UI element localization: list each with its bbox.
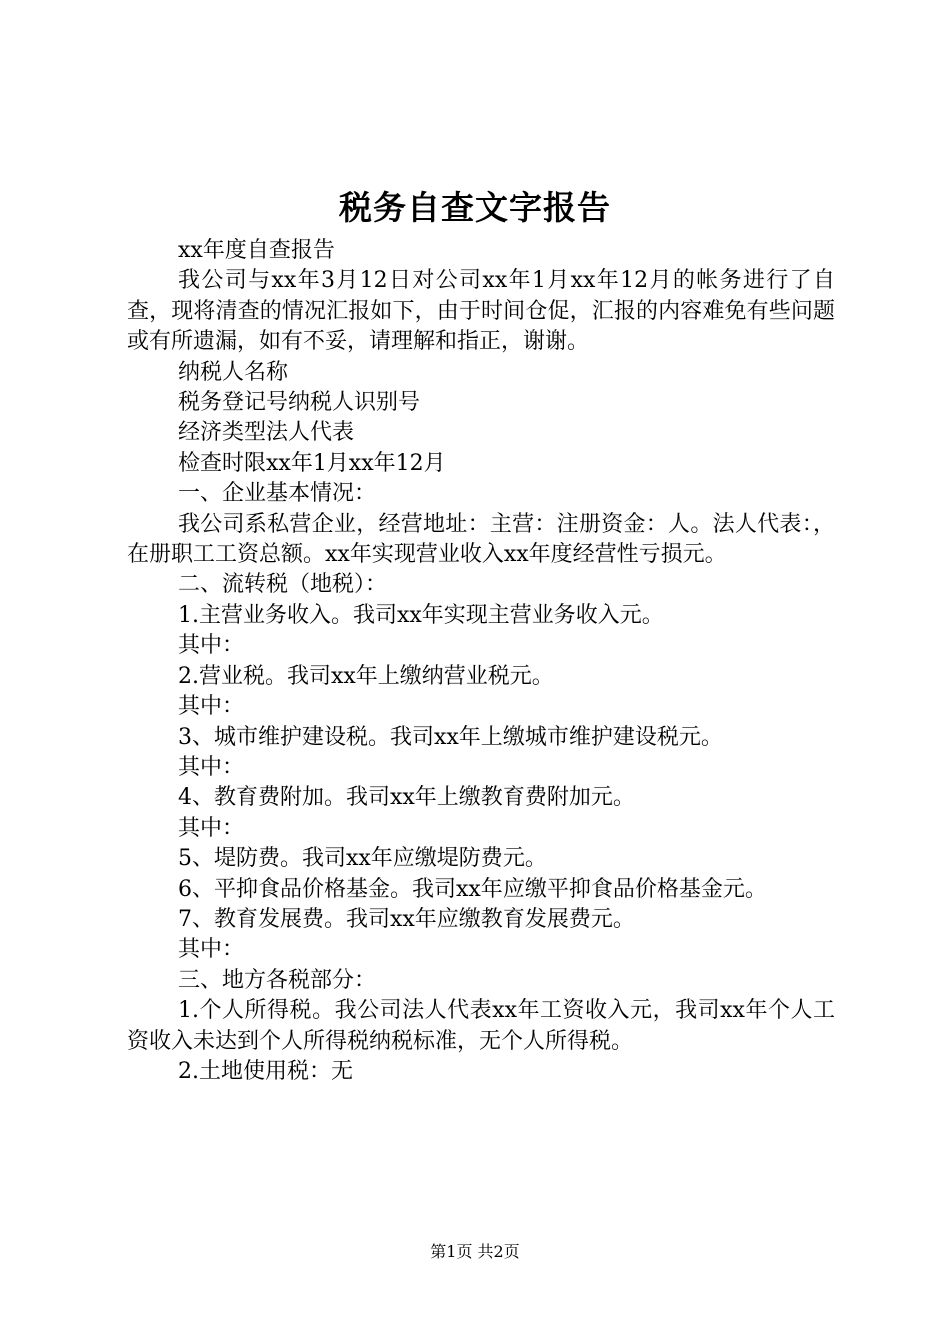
section-heading: 三、地方各税部分： (178, 967, 377, 993)
document-title: 税务自查文字报告 (339, 188, 611, 227)
paragraph: 2.土地使用税：无 (178, 1058, 353, 1084)
paragraph: 其中： (178, 754, 245, 780)
paragraph: 其中： (178, 694, 245, 720)
paragraph: 7、教育发展费。我司xx年应缴教育发展费元。 (178, 906, 635, 932)
paragraph: 我公司与xx年3月12日对公司xx年1月xx年12月的帐务进行了自查，现将清查的情况汇报如下，由于时间仓促，汇报的内容难免有些问题或有所遗漏，如有不妥，请理解和指正，谢谢。 (127, 268, 835, 355)
paragraph: 2.营业税。我司xx年上缴纳营业税元。 (178, 663, 554, 689)
paragraph: 5、堤防费。我司xx年应缴堤防费元。 (178, 846, 547, 872)
paragraph: 其中： (178, 937, 245, 963)
paragraph: xx年度自查报告 (178, 238, 335, 263)
paragraph: 经济类型法人代表 (178, 420, 355, 446)
paragraph: 其中： (178, 633, 245, 659)
section-heading: 一、企业基本情况： (178, 481, 377, 507)
paragraph: 检查时限xx年1月xx年12月 (178, 450, 446, 476)
paragraph: 1.个人所得税。我公司法人代表xx年工资收入元，我司xx年个人工资收入未达到个人所得税纳税标准，无个人所得税。 (127, 998, 835, 1054)
paragraph: 纳税人名称 (178, 359, 289, 385)
section-heading: 二、流转税（地税）： (178, 572, 388, 598)
paragraph: 3、城市维护建设税。我司xx年上缴城市维护建设税元。 (178, 724, 723, 750)
paragraph: 4、教育费附加。我司xx年上缴教育费附加元。 (178, 785, 635, 811)
paragraph: 税务登记号纳税人识别号 (178, 390, 421, 416)
paragraph: 6、平抑食品价格基金。我司xx年应缴平抑食品价格基金元。 (178, 876, 767, 902)
paragraph: 我公司系私营企业，经营地址：主营：注册资金：人。法人代表：，在册职工工资总额。xx年实现营业收入xx年度经营性亏损元。 (127, 511, 835, 568)
paragraph: 1.主营业务收入。我司xx年实现主营业务收入元。 (178, 602, 664, 628)
paragraph: 其中： (178, 815, 245, 841)
document-body (127, 236, 835, 1087)
page-number-footer: 第1页 共2页 (430, 1242, 520, 1261)
